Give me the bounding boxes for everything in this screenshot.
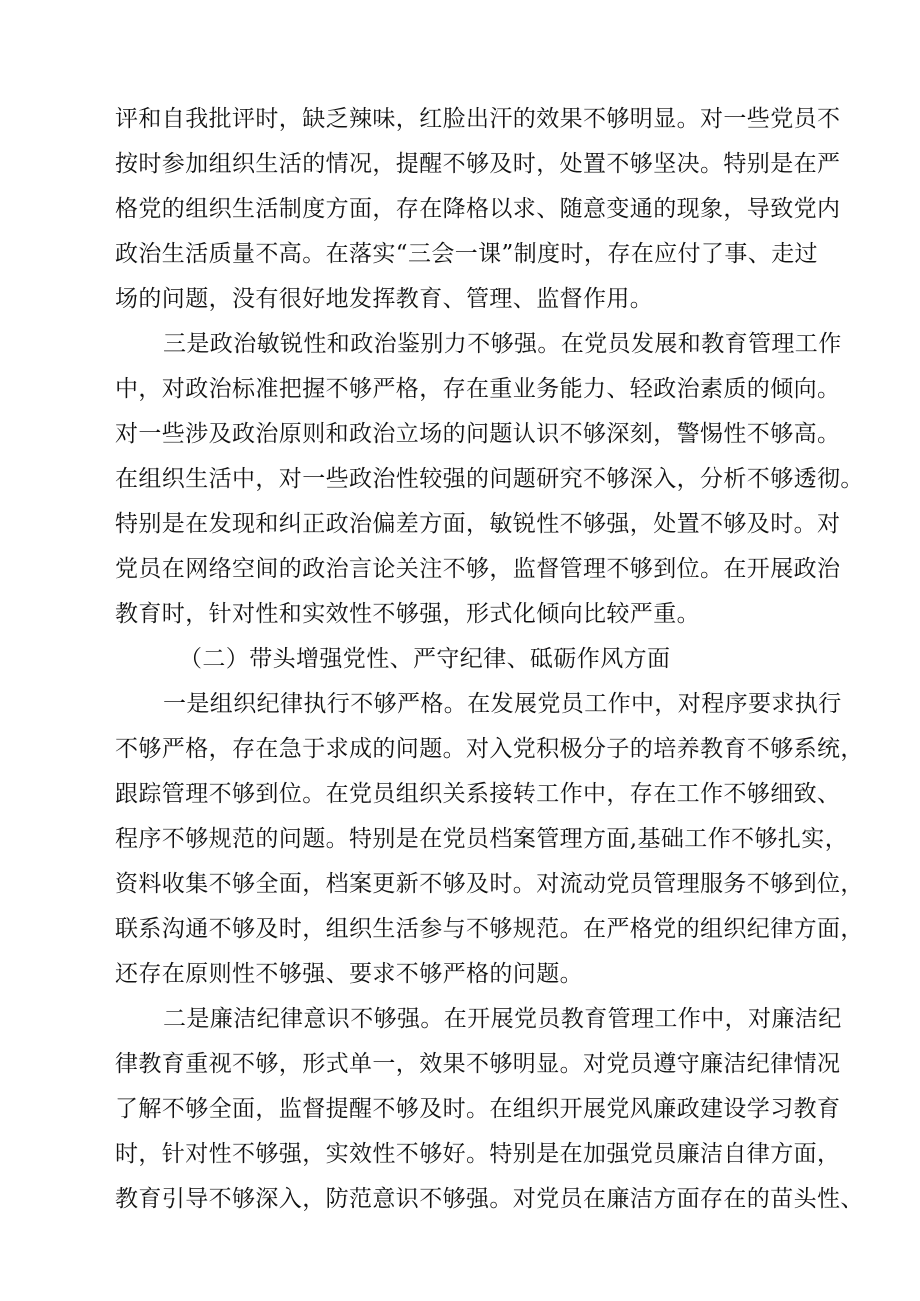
text-line: 还存在原则性不够强、要求不够严格的问题。 (115, 961, 583, 987)
text-line: 资料收集不够全面，档案更新不够及时。对流动党员管理服务不够到位， (115, 871, 864, 897)
text-line: 评和自我批评时，缺乏辣味，红脸出汗的效果不够明显。对一些党员不 (115, 106, 841, 132)
text-line: 律教育重视不够，形式单一，效果不够明显。对党员遵守廉洁纪律情况 (115, 1051, 841, 1077)
paragraph-start-line: 三是政治敏锐性和政治鉴别力不够强。在党员发展和教育管理工作 (163, 331, 842, 357)
paragraph-start-line: 二是廉洁纪律意识不够强。在开展党员教育管理工作中，对廉洁纪 (163, 1006, 842, 1032)
text-line: 格党的组织生活制度方面，存在降格以求、随意变通的现象，导致党内 (115, 196, 841, 222)
text-line: 党员在网络空间的政治言论关注不够，监督管理不够到位。在开展政治 (115, 556, 841, 582)
text-line: 了解不够全面，监督提醒不够及时。在组织开展党风廉政建设学习教育 (115, 1096, 841, 1122)
text-line: 在组织生活中，对一些政治性较强的问题研究不够深入，分析不够透彻。 (115, 466, 864, 492)
text-line: 特别是在发现和纠正政治偏差方面，敏锐性不够强，处置不够及时。对 (115, 511, 841, 537)
text-line: 对一些涉及政治原则和政治立场的问题认识不够深刻，警惕性不够高。 (115, 421, 841, 447)
text-line: 教育引导不够深入，防范意识不够强。对党员在廉洁方面存在的苗头性、 (115, 1186, 864, 1212)
text-line: 跟踪管理不够到位。在党员组织关系接转工作中，存在工作不够细致、 (115, 781, 841, 807)
text-line: 不够严格，存在急于求成的问题。对入党积极分子的培养教育不够系统， (115, 736, 864, 762)
text-line: 教育时，针对性和实效性不够强，形式化倾向比较严重。 (115, 601, 700, 627)
document-body (115, 97, 864, 1222)
text-line: 程序不够规范的问题。特别是在党员档案管理方面,基础工作不够扎实， (115, 826, 849, 852)
text-line: 中，对政治标准把握不够严格，存在重业务能力、轻政治素质的倾向。 (115, 376, 841, 402)
text-line: 政治生活质量不高。在落实“三会一课”制度时，存在应付了事、走过 (115, 241, 818, 267)
paragraph-start-line: 一是组织纪律执行不够严格。在发展党员工作中，对程序要求执行 (163, 691, 842, 717)
text-line: 联系沟通不够及时，组织生活参与不够规范。在严格党的组织纪律方面， (115, 916, 864, 942)
text-line: 场的问题，没有很好地发挥教育、管理、监督作用。 (115, 286, 654, 312)
text-line: 按时参加组织生活的情况，提醒不够及时，处置不够坚决。特别是在严 (115, 151, 841, 177)
section-heading: （二）带头增强党性、严守纪律、砥砺作风方面 (179, 646, 671, 672)
text-line: 时，针对性不够强，实效性不够好。特别是在加强党员廉洁自律方面， (115, 1141, 841, 1167)
